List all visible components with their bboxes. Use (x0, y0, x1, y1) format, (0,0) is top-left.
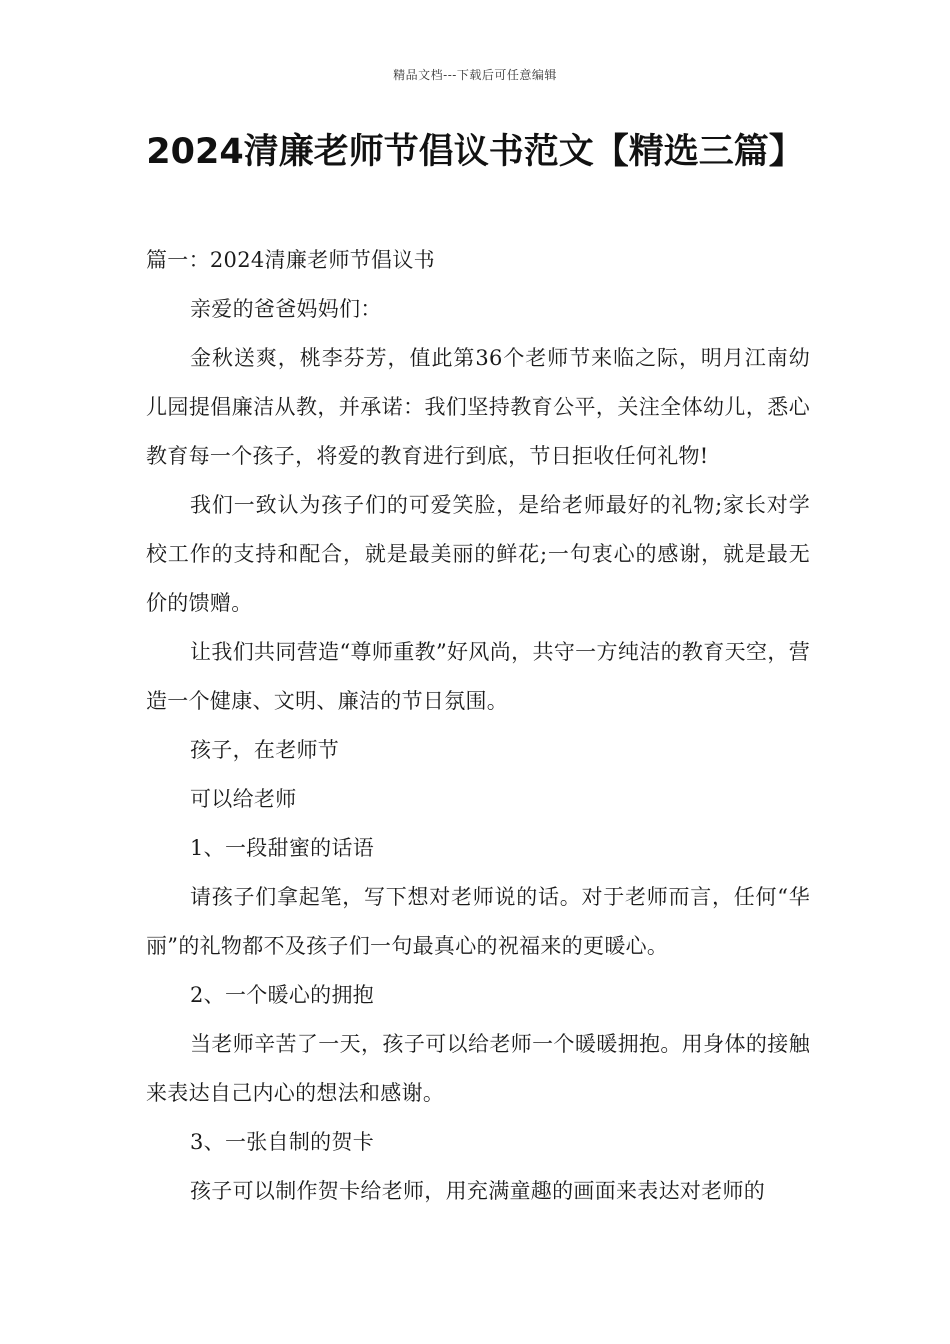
section-heading: 篇一：2024清廉老师节倡议书 (146, 248, 435, 272)
body-line: 可以给老师 (190, 787, 297, 811)
body-paragraph: 让我们共同营造“尊师重教”好风尚，共守一方纯洁的教育天空，营造一个健康、文明、廉洁的节日氛围。 (146, 640, 810, 713)
document-title: 2024清廉老师节倡议书范文【精选三篇】 (146, 132, 804, 172)
body-line: 孩子，在老师节 (190, 738, 340, 762)
body-paragraph: 我们一致认为孩子们的可爱笑脸，是给老师最好的礼物;家长对学校工作的支持和配合，就是最美丽的鲜花;一句衷心的感谢，就是最无价的馈赠。 (146, 493, 810, 615)
greeting: 亲爱的爸爸妈妈们： (190, 297, 382, 321)
document-body (146, 236, 810, 1216)
list-item-heading: 1、一段甜蜜的话语 (190, 836, 375, 860)
list-item-heading: 3、一张自制的贺卡 (190, 1130, 375, 1154)
body-paragraph: 孩子可以制作贺卡给老师，用充满童趣的画面来表达对老师的 (190, 1179, 766, 1203)
header-note: 精品文档---下载后可任意编辑 (393, 68, 557, 82)
body-paragraph: 请孩子们拿起笔，写下想对老师说的话。对于老师而言，任何“华丽”的礼物都不及孩子们一句最真心的祝福来的更暖心。 (146, 885, 810, 958)
body-paragraph: 金秋送爽，桃李芬芳，值此第36个老师节来临之际，明月江南幼儿园提倡廉洁从教，并承诺：我们坚持教育公平，关注全体幼儿，悉心教育每一个孩子，将爱的教育进行到底，节日拒收任何礼物! (146, 346, 810, 468)
body-paragraph: 当老师辛苦了一天，孩子可以给老师一个暖暖拥抱。用身体的接触来表达自己内心的想法和感谢。 (146, 1032, 810, 1105)
list-item-heading: 2、一个暖心的拥抱 (190, 983, 375, 1007)
